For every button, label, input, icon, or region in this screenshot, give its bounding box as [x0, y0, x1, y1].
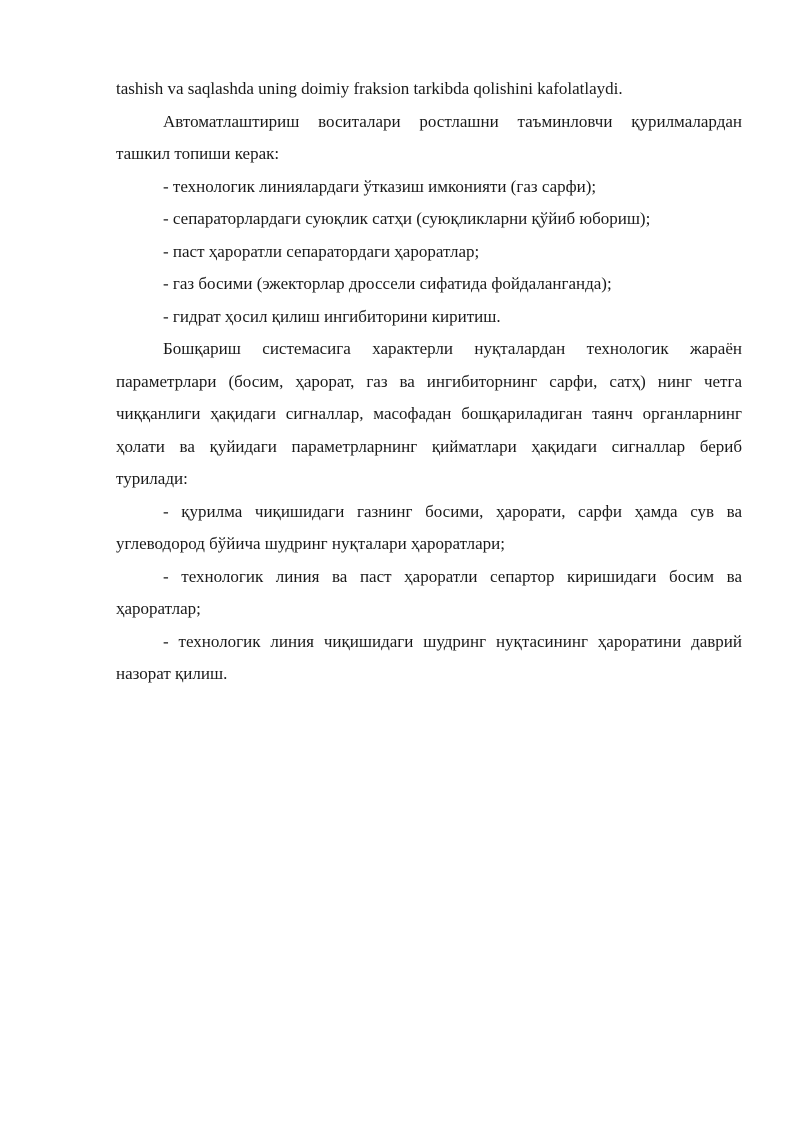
- list-item-liquid-level: - сепараторлардаги суюқлик сатҳи (суюқликларни қўйиб юбориш);: [163, 209, 651, 228]
- list-item-outlet-gas: - қурилма чиқишидаги газнинг босими, ҳарорати, сарфи ҳамда сув ва углеводород бўйича шудринг нуқталари ҳароратлари;: [116, 501, 742, 553]
- list-item-gas-pressure: - газ босими (эжекторлар дроссели сифатида фойдаланганда);: [163, 274, 612, 293]
- paragraph-continuation: tashish va saqlashda uning doimiy fraksion tarkibda qolishini kafolatlaydi.: [116, 79, 623, 98]
- body-text: [116, 73, 742, 691]
- list-item-dew-point-control: - технологик линия чиқишидаги шудринг нуқтасининг ҳароратини даврий назорат қилиш.: [116, 631, 742, 683]
- list-item-inlet-pressure: - технологик линия ва паст ҳароратли сепартор киришидаги босим ва ҳароратлар;: [116, 566, 742, 618]
- list-item-separator-temperature: - паст ҳароратли сепаратордаги ҳароратлар;: [163, 241, 480, 261]
- list-item-hydrate-inhibitor: - гидрат ҳосил қилиш ингибиторини киритиш.: [163, 306, 501, 326]
- paragraph-automation-intro: Автоматлаштириш воситалари ростлашни таъминловчи қурилмалардан ташкил топиши керак:: [116, 111, 742, 163]
- paragraph-control-system: Бошқариш системасига характерли нуқталардан технологик жараён параметрлари (босим, ҳарорат, газ ва ингибиторнинг сарфи, сатҳ) нинг четга чиққанлиги ҳақидаги сигналлар, масофадан бошқариладиган таянч органларнинг ҳолати ва қуйидаги параметрларнинг қийматлари ҳақидаги сигналлар бериб турилади:: [116, 339, 742, 488]
- list-item-gas-flow: - технологик линиялардаги ўтказиш имконияти (газ сарфи);: [163, 176, 597, 196]
